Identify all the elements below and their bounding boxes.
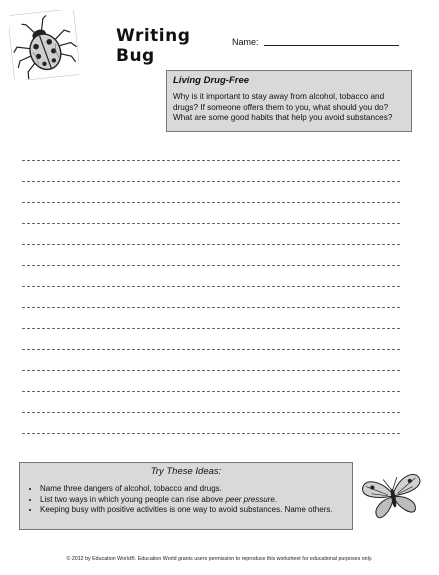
idea-item (40, 484, 344, 495)
ideas-box (19, 462, 353, 530)
ideas-list (28, 484, 344, 516)
title-line-2: Bug (116, 46, 155, 66)
idea-text: Name three dangers of alcohol, tobacco and drugs. (40, 484, 222, 493)
idea-item (40, 495, 344, 506)
idea-text: List two ways in which young people can rise above (40, 494, 226, 504)
writing-line[interactable] (22, 160, 400, 161)
writing-line[interactable] (22, 286, 400, 287)
idea-item (40, 505, 344, 516)
title-line-1: Writing (116, 26, 191, 46)
name-field-row (232, 37, 399, 47)
writing-line[interactable] (22, 433, 400, 434)
writing-line[interactable] (22, 181, 400, 182)
butterfly-icon (360, 470, 426, 520)
writing-line[interactable] (22, 202, 400, 203)
worksheet-title (116, 26, 190, 66)
writing-line[interactable] (22, 244, 400, 245)
writing-line[interactable] (22, 349, 400, 350)
ideas-title: Try These Ideas: (150, 466, 222, 477)
idea-emphasis: peer pressure (225, 494, 275, 504)
name-label: Name: (232, 37, 259, 47)
copyright-footer: © 2012 by Education World®. Education World grants users permission to reproduce this worksheet for educational purposes only. (66, 556, 373, 562)
writing-line[interactable] (22, 265, 400, 266)
prompt-text: Why is it important to stay away from alcohol, tobacco and drugs? If someone offers them to you, what should you do? What are some good habits that help you avoid substances? (173, 92, 393, 122)
idea-text-end: . (274, 494, 278, 504)
writing-line[interactable] (22, 223, 400, 224)
writing-line[interactable] (22, 412, 400, 413)
writing-line[interactable] (22, 307, 400, 308)
prompt-title: Living Drug-Free (173, 75, 250, 86)
idea-text: Keeping busy with positive activities is one way to avoid substances. Name others. (40, 505, 333, 514)
writing-line[interactable] (22, 370, 400, 371)
name-field[interactable] (264, 45, 399, 46)
writing-line[interactable] (22, 328, 400, 329)
ladybug-icon (9, 10, 79, 80)
prompt-box (166, 70, 412, 132)
writing-line[interactable] (22, 391, 400, 392)
